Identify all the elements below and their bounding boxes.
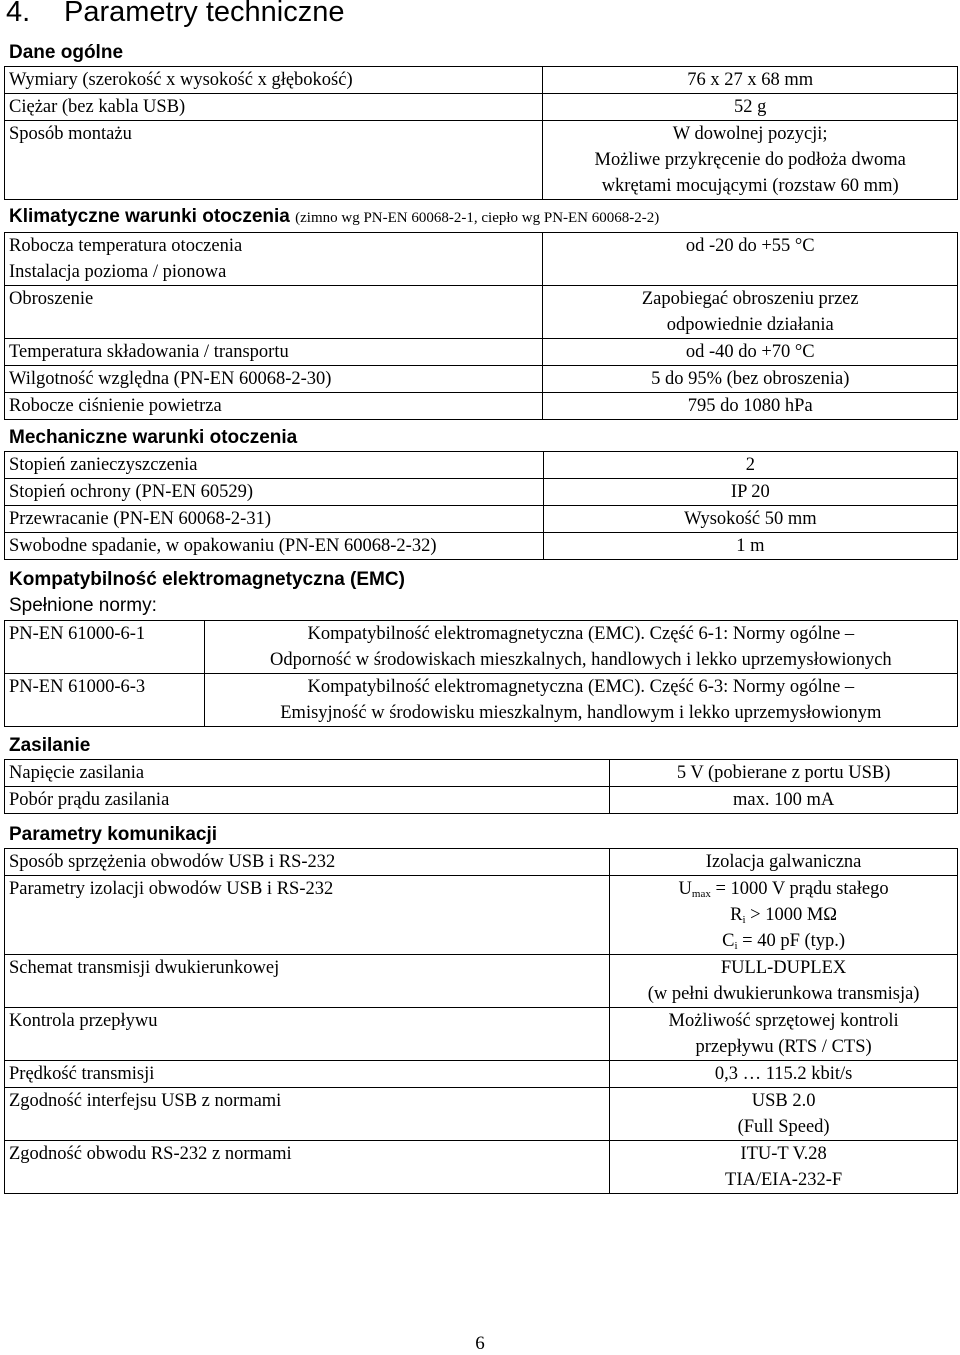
spec-label: Obroszenie: [5, 286, 543, 339]
spec-label-line: Robocza temperatura otoczenia: [9, 236, 243, 256]
standard-label: PN-EN 61000-6-3: [5, 674, 205, 727]
spec-label: Schemat transmisji dwukierunkowej: [5, 955, 610, 1008]
table-row: [5, 67, 958, 94]
spec-value: od -40 do +70 °C: [543, 339, 958, 366]
section-number: 4.: [6, 0, 31, 28]
spec-value: [610, 1141, 958, 1194]
spec-value: 2: [543, 452, 957, 479]
table-row: [5, 452, 958, 479]
table-row: [5, 955, 958, 1008]
spec-value-line: W dowolnej pozycji;: [672, 124, 828, 144]
standard-description: [204, 621, 957, 674]
spec-label: Swobodne spadanie, w opakowaniu (PN-EN 60068-2-32): [5, 533, 544, 560]
spec-label: Kontrola przepływu: [5, 1008, 610, 1061]
spec-value: [543, 121, 958, 200]
spec-label: Prędkość transmisji: [5, 1061, 610, 1088]
table-row: [5, 876, 958, 955]
ri-subscript: i: [742, 914, 746, 926]
table-row: [5, 233, 958, 286]
umax-value: = 1000 V prądu stałego: [710, 879, 889, 899]
table-row: [5, 339, 958, 366]
table-row: [5, 760, 958, 787]
table-row: [5, 366, 958, 393]
description-line: Odporność w środowiskach mieszkalnych, handlowych i lekko uprzemysłowionych: [270, 650, 892, 670]
spec-label: Wymiary (szerokość x wysokość x głębokość): [5, 67, 543, 94]
ci-symbol: C: [722, 931, 735, 951]
umax-symbol: U: [678, 879, 692, 899]
spec-value-line: Zapobiegać obroszeniu przez: [641, 289, 859, 309]
spec-value-line: (Full Speed): [737, 1117, 830, 1137]
table-row: [5, 621, 958, 674]
table-row: [5, 121, 958, 200]
general-table: [4, 66, 958, 200]
ci-subscript: i: [734, 940, 738, 952]
spec-value-line: Możliwe przykręcenie do podłoża dwoma: [594, 150, 906, 170]
climatic-heading: [9, 205, 659, 230]
spec-label: Stopień zanieczyszczenia: [5, 452, 544, 479]
spec-label: Ciężar (bez kabla USB): [5, 94, 543, 121]
spec-label: Sposób sprzężenia obwodów USB i RS-232: [5, 849, 610, 876]
page-number: 6: [475, 1333, 485, 1354]
climatic-title: Klimatyczne warunki otoczenia: [9, 206, 290, 227]
standard-description: [204, 674, 957, 727]
spec-label: Napięcie zasilania: [5, 760, 610, 787]
table-row: [5, 787, 958, 814]
power-heading: Zasilanie: [9, 735, 91, 756]
spec-value: [610, 955, 958, 1008]
emc-subheading: Spełnione normy:: [9, 595, 157, 616]
description-line: Kompatybilność elektromagnetyczna (EMC). Część 6-3: Normy ogólne –: [307, 677, 855, 697]
spec-value-line: ITU-T V.28: [740, 1144, 827, 1164]
table-row: [5, 1061, 958, 1088]
ri-line: [614, 902, 953, 928]
umax-subscript: max: [691, 888, 711, 900]
spec-label-line: Instalacja pozioma / pionowa: [9, 262, 227, 282]
spec-value: 5 do 95% (bez obroszenia): [543, 366, 958, 393]
spec-value: [610, 1088, 958, 1141]
spec-value: 76 x 27 x 68 mm: [543, 67, 958, 94]
spec-label: Temperatura składowania / transportu: [5, 339, 543, 366]
spec-label: Zgodność interfejsu USB z normami: [5, 1088, 610, 1141]
spec-value: 1 m: [543, 533, 957, 560]
table-row: [5, 849, 958, 876]
spec-value-line: odpowiednie działania: [666, 315, 834, 335]
spec-value: 52 g: [543, 94, 958, 121]
description-line: Emisyjność w środowisku mieszkalnym, handlowym i lekko uprzemysłowionym: [280, 703, 882, 723]
spec-value: od -20 do +55 °C: [543, 233, 958, 286]
spec-value: 795 do 1080 hPa: [543, 393, 958, 420]
spec-value-line: wkrętami mocującymi (rozstaw 60 mm): [601, 176, 899, 196]
table-row: [5, 1008, 958, 1061]
mechanical-heading: Mechaniczne warunki otoczenia: [9, 427, 298, 448]
spec-label: Pobór prądu zasilania: [5, 787, 610, 814]
spec-value-line: (w pełni dwukierunkowa transmisja): [647, 984, 920, 1004]
ri-symbol: R: [730, 905, 743, 925]
spec-value: [610, 876, 958, 955]
standard-label: PN-EN 61000-6-1: [5, 621, 205, 674]
ci-line: [614, 928, 953, 954]
comm-table: [4, 848, 958, 1194]
spec-value: IP 20: [543, 479, 957, 506]
table-row: [5, 1141, 958, 1194]
section-title: Parametry techniczne: [64, 0, 345, 28]
page-title: [6, 0, 344, 29]
spec-label: Robocze ciśnienie powietrza: [5, 393, 543, 420]
table-row: [5, 1088, 958, 1141]
spec-value: [610, 1008, 958, 1061]
ci-value: = 40 pF (typ.): [737, 931, 846, 951]
table-row: [5, 393, 958, 420]
umax-line: [614, 876, 953, 902]
spec-value: 5 V (pobierane z portu USB): [610, 760, 958, 787]
mechanical-table: [4, 451, 958, 560]
general-heading: Dane ogólne: [9, 42, 124, 63]
power-table: [4, 759, 958, 814]
spec-label: Zgodność obwodu RS-232 z normami: [5, 1141, 610, 1194]
spec-value-line: Możliwość sprzętowej kontroli: [668, 1011, 899, 1031]
table-row: [5, 506, 958, 533]
spec-value: [543, 286, 958, 339]
table-row: [5, 533, 958, 560]
spec-label: [5, 233, 543, 286]
table-row: [5, 479, 958, 506]
spec-value: Wysokość 50 mm: [543, 506, 957, 533]
climatic-note: (zimno wg PN-EN 60068-2-1, ciepło wg PN-EN 60068-2-2): [295, 210, 660, 226]
table-row: [5, 94, 958, 121]
spec-value-line: FULL-DUPLEX: [720, 958, 847, 978]
spec-value-line: przepływu (RTS / CTS): [695, 1037, 872, 1057]
description-line: Kompatybilność elektromagnetyczna (EMC). Część 6-1: Normy ogólne –: [307, 624, 855, 644]
spec-label: Parametry izolacji obwodów USB i RS-232: [5, 876, 610, 955]
spec-value-line: TIA/EIA-232-F: [725, 1170, 843, 1190]
spec-label: Stopień ochrony (PN-EN 60529): [5, 479, 544, 506]
spec-value: max. 100 mA: [610, 787, 958, 814]
spec-value: Izolacja galwaniczna: [610, 849, 958, 876]
table-row: [5, 286, 958, 339]
spec-label: Przewracanie (PN-EN 60068-2-31): [5, 506, 544, 533]
spec-label: Sposób montażu: [5, 121, 543, 200]
spec-value-line: USB 2.0: [751, 1091, 816, 1111]
emc-table: [4, 620, 958, 727]
emc-heading: Kompatybilność elektromagnetyczna (EMC): [9, 569, 405, 590]
ri-value: > 1000 MΩ: [745, 905, 838, 925]
comm-heading: Parametry komunikacji: [9, 824, 218, 845]
spec-value: 0,3 … 115.2 kbit/s: [610, 1061, 958, 1088]
table-row: [5, 674, 958, 727]
spec-label: Wilgotność względna (PN-EN 60068-2-30): [5, 366, 543, 393]
climatic-table: [4, 232, 958, 420]
